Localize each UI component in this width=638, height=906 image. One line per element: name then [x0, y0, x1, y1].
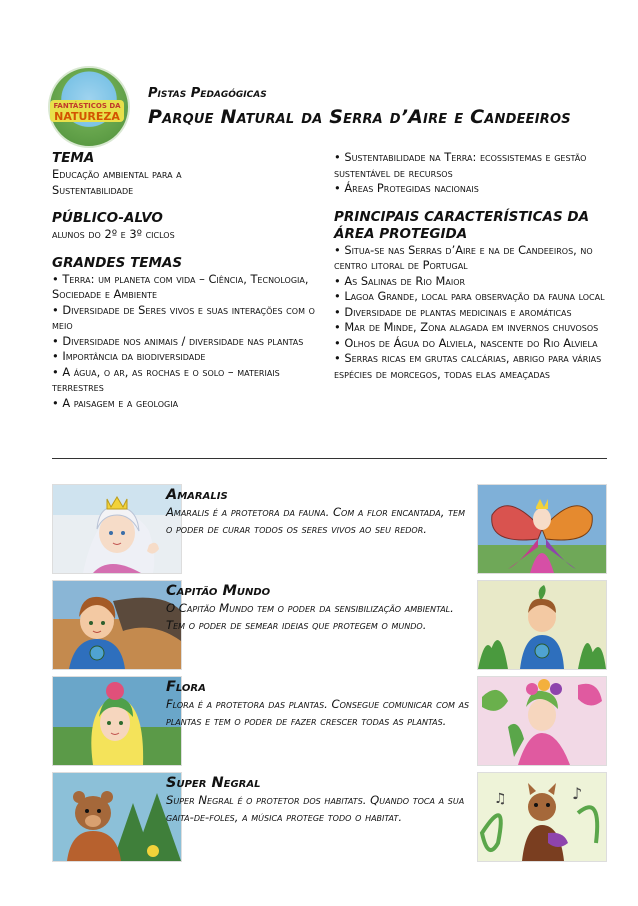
grandes-item: • Importância da biodiversidade [52, 349, 206, 363]
principais-item: • Lagoa Grande, local para observação da fauna local [334, 289, 605, 303]
publico-title: PÚBLICO-ALVO [52, 210, 163, 226]
grandes-item: • Diversidade nos animais / diversidade nas plantas [52, 333, 304, 348]
super-negral-illustration-right [477, 772, 607, 862]
principais-item: • Mar de Minde, Zona alagada em invernos chuvosos [334, 320, 599, 334]
capitao-mundo-illustration-right [477, 580, 607, 670]
super-negral-description: Super Negral é o protetor dos habitats. Quando toca a sua gaita-de-foles, a música protege todo o habitat. [166, 793, 465, 824]
principais-title: PRINCIPAIS CARACTERÍSTICAS DA ÁREA PROTEGIDA [334, 208, 590, 242]
super-negral-name: Super Negral [166, 775, 261, 791]
flora-description: Flora é a protetora das plantas. Consegue comunicar com as plantas e tem o poder de fazer crescer todas as plantas. [166, 697, 470, 728]
flora-name: Flora [166, 679, 206, 695]
super-negral-illustration-left [52, 772, 182, 862]
super-negral-text [166, 774, 471, 826]
principais-item: • Olhos de Água do Alviela, nascente do Rio Alviela [334, 335, 598, 350]
svg-text:♪: ♪ [572, 784, 583, 803]
grandes-item: • A paisagem e a geologia [52, 395, 179, 410]
principais-item: • Diversidade de plantas medicinais e aromáticas [334, 304, 572, 319]
logo-line2: NATUREZA [54, 110, 120, 123]
tema-item: • Áreas Protegidas nacionais [334, 181, 479, 195]
character-flora [52, 676, 607, 766]
principais-item: • Situa-se nas Serras d’Aire e na de Candeeiros, no centro litoral de Portugal [334, 242, 593, 272]
principais-item: • Serras ricas em grutas calcárias, abrigo para várias espécies de morcegos, todas elas ameaçadas [334, 351, 602, 381]
section-divider [52, 458, 607, 459]
right-column [334, 150, 609, 382]
grandes-item: • Diversidade de Seres vivos e suas interações com o meio [52, 302, 315, 332]
capitao-mundo-text [166, 582, 471, 634]
tema-title: TEMA [52, 150, 95, 166]
amaralis-name: Amaralis [166, 487, 228, 503]
flora-text [166, 678, 471, 730]
left-column [52, 150, 322, 411]
capitao-mundo-name: Capitão Mundo [166, 583, 271, 599]
publico-line: alunos do 2º e 3º ciclos [52, 227, 175, 241]
logo-line1: FANTÁSTICOS DA [53, 102, 121, 110]
tema-line-1: Educação ambiental para a [52, 167, 182, 181]
logo-band [50, 100, 124, 122]
amaralis-illustration-left [52, 484, 182, 574]
amaralis-description: Amaralis é a protetora da fauna. Com a flor encantada, tem o poder de curar todos os seres vivos ao seu redor. [166, 505, 465, 536]
character-capitao-mundo [52, 580, 607, 670]
tema-item: • Sustentabilidade na Terra: ecossistemas e gestão sustentável de recursos [334, 150, 587, 180]
amaralis-text [166, 486, 471, 538]
tema-line-2: Sustentabilidade [52, 182, 134, 197]
grandes-item: • Terra: um planeta com vida – Ciência, Tecnologia, Sociedade e Ambiente [52, 271, 309, 301]
page-title: Parque Natural da Serra d’Aire e Candeeiros [148, 106, 571, 128]
character-amaralis [52, 484, 607, 574]
amaralis-illustration-right [477, 484, 607, 574]
capitao-mundo-illustration-left [52, 580, 182, 670]
grandes-title: GRANDES TEMAS [52, 254, 183, 271]
capitao-mundo-description: O Capitão Mundo tem o poder da sensibilização ambiental. Tem o poder de semear ideias que protegem o mundo. [166, 601, 454, 632]
principais-item: • As Salinas de Rio Maior [334, 273, 466, 288]
grandes-item: • A água, o ar, as rochas e o solo – materiais terrestres [52, 364, 280, 394]
svg-text:♫: ♫ [494, 791, 507, 807]
flora-illustration-left [52, 676, 182, 766]
flora-illustration-right [477, 676, 607, 766]
page-subtitle: Pistas Pedagógicas [148, 86, 267, 101]
character-super-negral [52, 772, 607, 862]
